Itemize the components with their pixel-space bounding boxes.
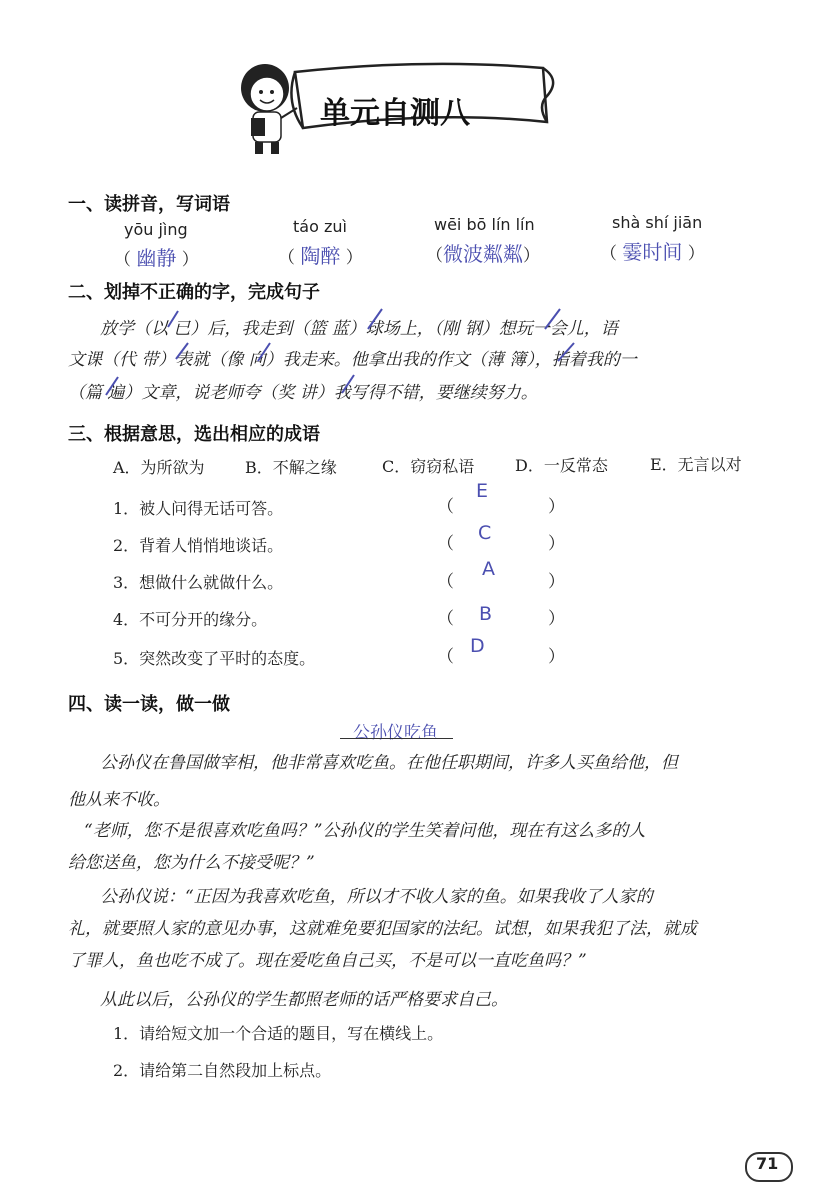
sentence-line-2: 文课（代 带）表就（像 向）我走来。他拿出我的作文（薄 簿），指着我的一	[68, 350, 637, 370]
header-banner	[225, 50, 565, 160]
story-paragraph-4: 从此以后，公孙仪的学生都照老师的话严格要求自己。	[100, 990, 508, 1010]
section-title-1: 一、读拼音，写词语	[68, 194, 230, 215]
handwritten-choice-2: C	[478, 522, 492, 544]
story-paragraph-2b: 给您送鱼，您为什么不接受呢？”	[68, 853, 315, 873]
handwritten-answer-1: 幽静	[136, 246, 177, 270]
pinyin-4: shà shí jiān	[612, 213, 703, 232]
question-2: 2．背着人悄悄地谈话。	[113, 536, 284, 555]
handwritten-choice-5: D	[470, 635, 485, 657]
girl-cartoon-icon	[241, 64, 297, 154]
option-a: A．为所欲为	[113, 458, 205, 477]
answer-paren-5-close: ）	[548, 647, 565, 667]
handwritten-choice-4: B	[479, 603, 493, 625]
story-paragraph-1a: 公孙仪在鲁国做宰相，他非常喜欢吃鱼。在他任职期间，许多人买鱼给他，但	[100, 753, 678, 773]
task-2: 2．请给第二自然段加上标点。	[113, 1061, 332, 1080]
answer-paren-2-close: ）	[548, 534, 565, 554]
task-1: 1．请给短文加一个合适的题目，写在横线上。	[113, 1024, 444, 1043]
answer-paren-4: （	[437, 609, 454, 629]
page-title: 单元自测八	[320, 96, 470, 131]
handwritten-answer-2: 陶醉	[300, 244, 341, 268]
handwritten-choice-3: A	[482, 558, 495, 580]
question-1: 1．被人问得无话可答。	[113, 499, 284, 518]
story-paragraph-1b: 他从来不收。	[68, 790, 170, 810]
answer-paren-2: （	[437, 534, 454, 554]
strike-marks-icon	[0, 305, 826, 405]
answer-paren-1-close: ）	[548, 497, 565, 517]
option-c: C．窃窃私语	[382, 457, 475, 476]
section-title-4: 四、读一读，做一做	[68, 694, 230, 715]
answer-box-2: （ 陶醉 ）	[278, 244, 363, 268]
title-underline	[340, 738, 453, 739]
story-paragraph-2a: “老师，您不是很喜欢吃鱼吗？”公孙仪的学生笑着问他，现在有这么多的人	[84, 821, 646, 841]
section-title-2: 二、划掉不正确的字，完成句子	[68, 282, 320, 303]
section-title-3: 三、根据意思，选出相应的成语	[68, 424, 320, 445]
pinyin-3: wēi bō lín lín	[434, 215, 535, 234]
sentence-line-3: （篇 遍）文章，说老师夸（奖 讲）我写得不错，要继续努力。	[68, 383, 538, 403]
question-4: 4．不可分开的缘分。	[113, 610, 268, 629]
answer-box-4: （ 霎时间 ）	[600, 240, 705, 264]
story-title: 公孙仪吃鱼	[353, 723, 438, 743]
handwritten-answer-4: 霎时间	[622, 240, 683, 264]
question-5: 5．突然改变了平时的态度。	[113, 649, 316, 668]
pinyin-1: yōu jìng	[124, 220, 188, 239]
answer-paren-3-close: ）	[548, 572, 565, 592]
story-paragraph-3b: 礼，就要照人家的意见办事，这就难免要犯国家的法纪。试想，如果我犯了法，就成	[68, 919, 697, 939]
option-d: D．一反常态	[515, 456, 608, 475]
pinyin-2: táo zuì	[293, 217, 347, 236]
story-paragraph-3c: 了罪人，鱼也吃不成了。现在爱吃鱼自己买，不是可以一直吃鱼吗？”	[68, 951, 587, 971]
option-e: E．无言以对	[650, 455, 742, 474]
answer-paren-1: （	[437, 497, 454, 517]
answer-paren-4-close: ）	[548, 609, 565, 629]
answer-box-3: （微波粼粼）	[426, 242, 540, 266]
answer-paren-5: （	[437, 647, 454, 667]
story-paragraph-3a: 公孙仪说：“正因为我喜欢吃鱼，所以才不收人家的鱼。如果我收了人家的	[100, 887, 653, 907]
answer-box-1: （ 幽静 ）	[114, 246, 199, 270]
handwritten-answer-3: 微波粼粼	[443, 242, 523, 266]
option-b: B．不解之缘	[245, 458, 337, 477]
sentence-line-1: 放学（以 已）后，我走到（篮 蓝）球场上，（刚 钢）想玩一会儿，语	[100, 319, 618, 339]
question-3: 3．想做什么就做什么。	[113, 573, 284, 592]
answer-paren-3: （	[437, 572, 454, 592]
page-number: 71	[756, 1154, 779, 1173]
handwritten-choice-1: E	[476, 480, 489, 502]
